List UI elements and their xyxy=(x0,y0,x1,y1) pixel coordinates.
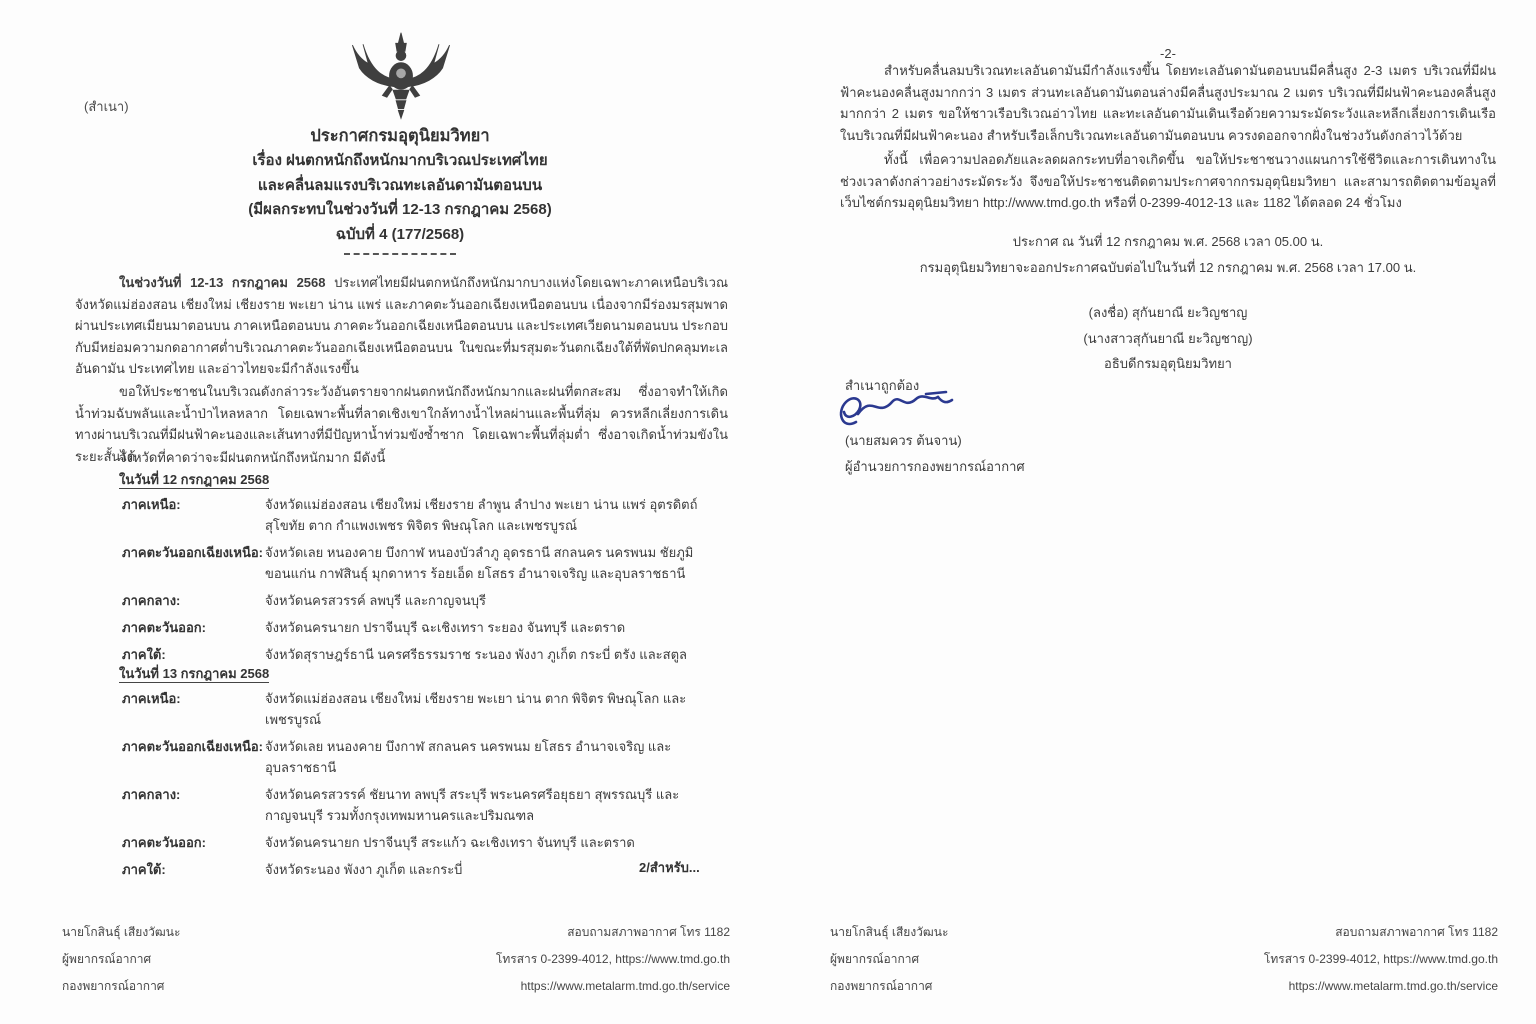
region-label-east: ภาคตะวันออก: xyxy=(122,835,206,850)
region-label-south: ภาคใต้: xyxy=(122,647,166,662)
region-value-north: จังหวัดแม่ฮ่องสอน เชียงใหม่ เชียงราย พะเยา น่าน ตาก พิจิตร พิษณุโลก และเพชรบูรณ์ xyxy=(265,691,687,727)
signer-name: (นางสาวสุกันยาณี ยะวิญชาญ) xyxy=(1083,330,1253,346)
footer-contact-block xyxy=(1264,919,1498,1000)
certifier-title: ผู้อำนวยการกองพยากรณ์อากาศ xyxy=(845,459,1025,474)
region-label-north: ภาคเหนือ: xyxy=(122,691,181,706)
signed-by-line: (ลงชื่อ) สุกันยาณี ยะวิญชาญ xyxy=(1088,305,1248,320)
certifier-signature-icon xyxy=(834,386,974,434)
page-2 xyxy=(768,0,1536,1024)
title-divider xyxy=(344,253,456,255)
footer-forecaster-block xyxy=(62,919,180,1000)
region-value-central: จังหวัดนครสวรรค์ ชัยนาท ลพบุรี สระบุรี พระนครศรีอยุธยา สุพรรณบุรี และกาญจนบุรี รวมทั้งกรุงเทพมหานครและปริมณฑล xyxy=(265,787,680,823)
contact-phone: สอบถามสภาพอากาศ โทร 1182 xyxy=(567,925,730,939)
title-block xyxy=(59,124,741,255)
paragraph-1-lead: ในช่วงวันที่ 12-13 กรกฎาคม 2568 xyxy=(119,275,326,290)
footer-contact-block xyxy=(496,919,730,1000)
region-label-east: ภาคตะวันออก: xyxy=(122,620,206,635)
region-value-north: จังหวัดแม่ฮ่องสอน เชียงใหม่ เชียงราย ลำพูน ลำปาง พะเยา น่าน แพร่ อุตรดิตถ์ สุโขทัย ตาก กำแพงเพชร พิจิตร พิษณุโลก และเพชรบูรณ์ xyxy=(265,497,698,533)
paragraph-1-body: ประเทศไทยมีฝนตกหนักถึงหนักมากบางแห่งโดยเฉพาะภาคเหนือบริเวณจังหวัดแม่ฮ่องสอน เชียงใหม่ เชียงราย พะเยา น่าน แพร่ และภาคตะวันออกเฉียงเหนือตอนบน เนื่องจากมีร่องมรสุมพาดผ่านประเทศเมียนมาตอนบน ภาคเหนือตอนบน ภาคตะวันออกเฉียงเหนือตอนบน และประเทศเวียดนามตอนบน ประกอบกับมีหย่อมความกดอากาศต่ำบริเวณภาคตะวันออกเฉียงเหนือตอนบน ในขณะที่มรสุมตะวันตกเฉียงใต้ที่พัดปกคลุมทะเลอันดามัน ประเทศไทย และอ่าวไทยจะมีกำลังแรงขึ้น xyxy=(75,275,728,376)
region-value-central: จังหวัดนครสวรรค์ ลพบุรี และกาญจนบุรี xyxy=(265,593,487,608)
contact-fax-website: โทรสาร 0-2399-4012, https://www.tmd.go.th xyxy=(1263,952,1498,966)
region-value-northeast: จังหวัดเลย หนองคาย บึงกาฬ หนองบัวลำภู อุดรธานี สกลนคร นครพนม ชัยภูมิ ขอนแก่น กาฬสินธุ์ มุกดาหาร ร้อยเอ็ด ยโสธร อำนาจเจริญ และอุบลราชธานี xyxy=(265,545,694,581)
forecaster-division: กองพยากรณ์อากาศ xyxy=(62,979,165,993)
contact-phone: สอบถามสภาพอากาศ โทร 1182 xyxy=(1335,925,1498,939)
day1-header: ในวันที่ 12 กรกฎาคม 2568 xyxy=(119,472,270,487)
contact-fax-website: โทรสาร 0-2399-4012, https://www.tmd.go.th xyxy=(495,952,730,966)
expected-provinces-line: จังหวัดที่คาดว่าจะมีฝนตกหนักถึงหนักมาก มีดังนี้ xyxy=(119,450,386,465)
contact-alert-website: https://www.metalarm.tmd.go.th/service xyxy=(1288,979,1498,993)
subject-line-2: และคลื่นลมแรงบริเวณทะเลอันดามันตอนบน xyxy=(257,176,543,194)
day2-header: ในวันที่ 13 กรกฎาคม 2568 xyxy=(119,666,270,681)
issued-at-line: ประกาศ ณ วันที่ 12 กรกฎาคม พ.ศ. 2568 เวลา 05.00 น. xyxy=(1012,234,1324,249)
region-label-northeast: ภาคตะวันออกเฉียงเหนือ: xyxy=(122,545,263,560)
copy-label: (สำเนา) xyxy=(84,99,129,114)
forecaster-role: ผู้พยากรณ์อากาศ xyxy=(830,952,920,966)
footer-forecaster-block xyxy=(830,919,948,1000)
paragraph-waves: สำหรับคลื่นลมบริเวณทะเลอันดามันมีกำลังแรงขึ้น โดยทะเลอันดามันตอนบนมีคลื่นสูง 2-3 เมตร บริเวณที่มีฝนฟ้าคะนองคลื่นสูงมากกว่า 3 เมตร ส่วนทะเลอันดามันตอนล่างมีคลื่นสูงประมาณ 2 เมตร บริเวณที่มีฝนฟ้าคะนองคลื่นสูงมากกว่า 2 เมตร ขอให้ชาวเรือบริเวณอ่าวไทย และทะเลอันดามันเดินเรือด้วยความระมัดระวังและหลีกเลี่ยงการเดินเรือในบริเวณที่มีฝนฟ้าคะนอง สำหรับเรือเล็กบริเวณทะเลอันดามันตอนบน ควรงดออกจากฝั่งในช่วงวันดังกล่าวไว้ด้วย xyxy=(840,63,1496,143)
region-value-east: จังหวัดนครนายก ปราจีนบุรี ฉะเชิงเทรา ระยอง จันทบุรี และตราด xyxy=(265,620,626,635)
region-value-south: จังหวัดระนอง พังงา ภูเก็ต และกระบี่ xyxy=(265,862,463,877)
day1-region-table xyxy=(122,494,728,665)
issue-number-line: ฉบับที่ 4 (177/2568) xyxy=(335,225,465,243)
forecaster-role: ผู้พยากรณ์อากาศ xyxy=(62,952,152,966)
paragraph-advice: ทั้งนี้ เพื่อความปลอดภัยและลดผลกระทบที่อาจเกิดขึ้น ขอให้ประชาชนวางแผนการใช้ชีวิตและการเดินทางในช่วงเวลาดังกล่าวอย่างระมัดระวัง จึงขอให้ประชาชนติดตามประกาศจากกรมอุตุนิยมวิทยา และสามารถติดตามข้อมูลที่เว็บไซต์กรมอุตุนิยมวิทยา http://www.tmd.go.th หรือที่ 0-2399-4012-13 และ 1182 ได้ตลอด 24 ชั่วโมง xyxy=(840,152,1496,210)
certified-copy-label: สำเนาถูกต้อง xyxy=(845,378,920,393)
effective-dates-line: (มีผลกระทบในช่วงวันที่ 12-13 กรกฎาคม 2568) xyxy=(248,201,552,218)
subject-line: เรื่อง ฝนตกหนักถึงหนักมากบริเวณประเทศไทย xyxy=(252,152,548,169)
garuda-emblem-icon xyxy=(348,30,454,122)
document-title: ประกาศกรมอุตุนิยมวิทยา xyxy=(310,127,490,145)
region-label-south: ภาคใต้: xyxy=(122,862,166,877)
page-continuation-marker: 2/สำหรับ... xyxy=(639,860,700,875)
region-label-central: ภาคกลาง: xyxy=(122,593,181,608)
next-issue-line: กรมอุตุนิยมวิทยาจะออกประกาศฉบับต่อไปในวันที่ 12 กรกฎาคม พ.ศ. 2568 เวลา 17.00 น. xyxy=(919,260,1417,275)
region-value-northeast: จังหวัดเลย หนองคาย บึงกาฬ สกลนคร นครพนม ยโสธร อำนาจเจริญ และอุบลราชธานี xyxy=(265,739,672,775)
forecaster-name: นายโกสินธุ์ เสียงวัฒนะ xyxy=(62,925,181,939)
forecaster-name: นายโกสินธุ์ เสียงวัฒนะ xyxy=(830,925,949,939)
paragraph-2: ขอให้ประชาชนในบริเวณดังกล่าวระวังอันตรายจากฝนตกหนักถึงหนักมากและฝนที่ตกสะสม ซึ่งอาจทำให้เกิดน้ำท่วมฉับพลันและน้ำป่าไหลหลาก โดยเฉพาะพื้นที่ลาดเชิงเขาใกล้ทางน้ำไหลผ่านและพื้นที่ลุ่ม ควรหลีกเลี่ยงการเดินทางผ่านบริเวณที่มีฝนฟ้าคะนองและเส้นทางที่มีปัญหาน้ำท่วมขังซ้ำซาก โดยเฉพาะพื้นที่ลุ่มต่ำ ซึ่งอาจเกิดน้ำท่วมขังในระยะสั้นได้ xyxy=(75,384,728,464)
region-label-central: ภาคกลาง: xyxy=(122,787,181,802)
region-value-east: จังหวัดนครนายก ปราจีนบุรี สระแก้ว ฉะเชิงเทรา จันทบุรี และตราด xyxy=(265,835,635,850)
forecaster-division: กองพยากรณ์อากาศ xyxy=(830,979,933,993)
region-label-northeast: ภาคตะวันออกเฉียงเหนือ: xyxy=(122,739,263,754)
region-value-south: จังหวัดสุราษฎร์ธานี นครศรีธรรมราช ระนอง พังงา ภูเก็ต กระบี่ ตรัง และสตูล xyxy=(265,647,687,662)
paragraph-1 xyxy=(75,272,728,380)
page-number: -2- xyxy=(1160,46,1176,61)
day2-region-table xyxy=(122,688,728,880)
signature-block xyxy=(808,300,1528,377)
certifier-name: (นายสมควร ต้นจาน) xyxy=(845,433,962,448)
contact-alert-website: https://www.metalarm.tmd.go.th/service xyxy=(520,979,730,993)
region-label-north: ภาคเหนือ: xyxy=(122,497,181,512)
signer-title: อธิบดีกรมอุตุนิยมวิทยา xyxy=(1104,356,1232,371)
